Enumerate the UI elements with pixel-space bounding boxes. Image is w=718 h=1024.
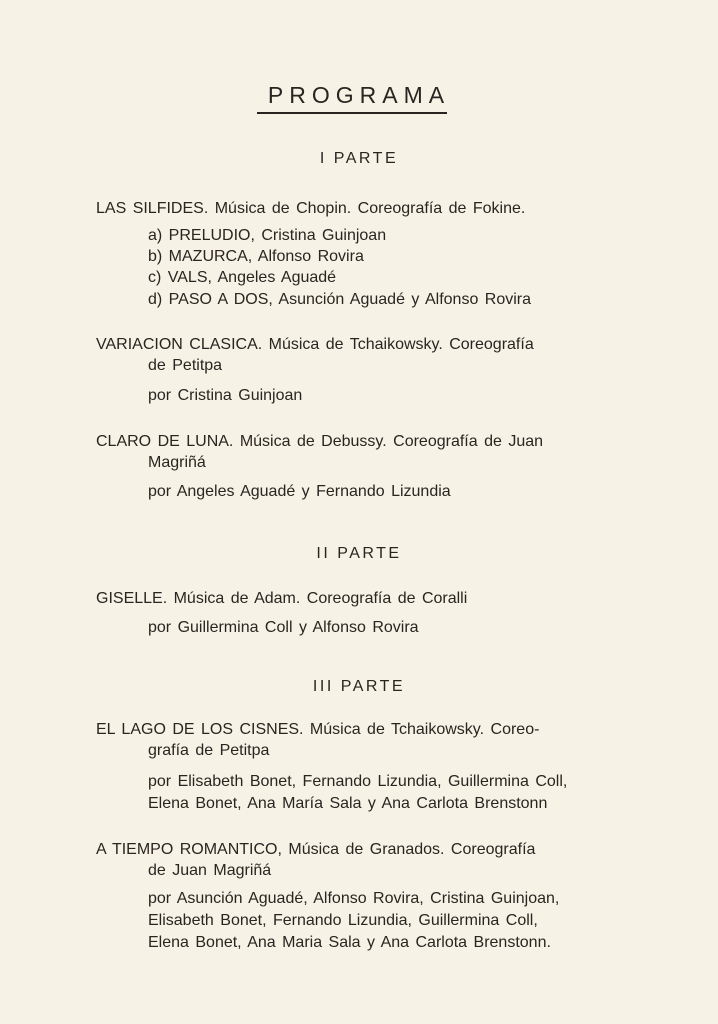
entry-heading: GISELLE. Música de Adam. Coreografía de Coralli [96, 590, 468, 607]
entry-heading: LAS SILFIDES. Música de Chopin. Coreografía de Fokine. [96, 200, 526, 217]
entry-performers: por Guillermina Coll y Alfonso Rovira [148, 619, 419, 636]
part-heading-2: II PARTE [316, 545, 402, 562]
entry-performers: Elena Bonet, Ana Maria Sala y Ana Carlota Brenstonn. [148, 934, 551, 951]
entry-heading: A TIEMPO ROMANTICO, Música de Granados. Coreografía [96, 841, 536, 858]
part-heading-1: I PARTE [319, 150, 399, 167]
entry-heading: EL LAGO DE LOS CISNES. Música de Tchaikowsky. Coreo- [96, 721, 540, 738]
entry-performers: por Asunción Aguadé, Alfonso Rovira, Cristina Guinjoan, [148, 890, 560, 907]
entry-item: b) MAZURCA, Alfonso Rovira [148, 248, 364, 265]
title-underline [257, 112, 447, 114]
entry-heading: VARIACION CLASICA. Música de Tchaikowsky. Coreografía [96, 336, 534, 353]
entry-item: d) PASO A DOS, Asunción Aguadé y Alfonso Rovira [148, 291, 532, 308]
entry-heading: CLARO DE LUNA. Música de Debussy. Coreografía de Juan [96, 433, 544, 450]
entry-performers: por Angeles Aguadé y Fernando Lizundia [148, 483, 451, 500]
entry-performers: Elisabeth Bonet, Fernando Lizundia, Guillermina Coll, [148, 912, 538, 929]
page-title: PROGRAMA [267, 82, 451, 108]
part-heading-3: III PARTE [312, 678, 406, 695]
entry-heading-continuation: de Juan Magriñá [148, 862, 272, 879]
entry-performers: por Elisabeth Bonet, Fernando Lizundia, Guillermina Coll, [148, 773, 568, 790]
entry-performers: por Cristina Guinjoan [148, 387, 303, 404]
entry-heading-continuation: Magriñá [148, 454, 206, 471]
entry-performers: Elena Bonet, Ana María Sala y Ana Carlota Brenstonn [148, 795, 548, 812]
entry-heading-continuation: grafía de Petitpa [148, 742, 270, 759]
entry-item: c) VALS, Angeles Aguadé [148, 269, 337, 286]
entry-heading-continuation: de Petitpa [148, 357, 223, 374]
entry-item: a) PRELUDIO, Cristina Guinjoan [148, 227, 387, 244]
